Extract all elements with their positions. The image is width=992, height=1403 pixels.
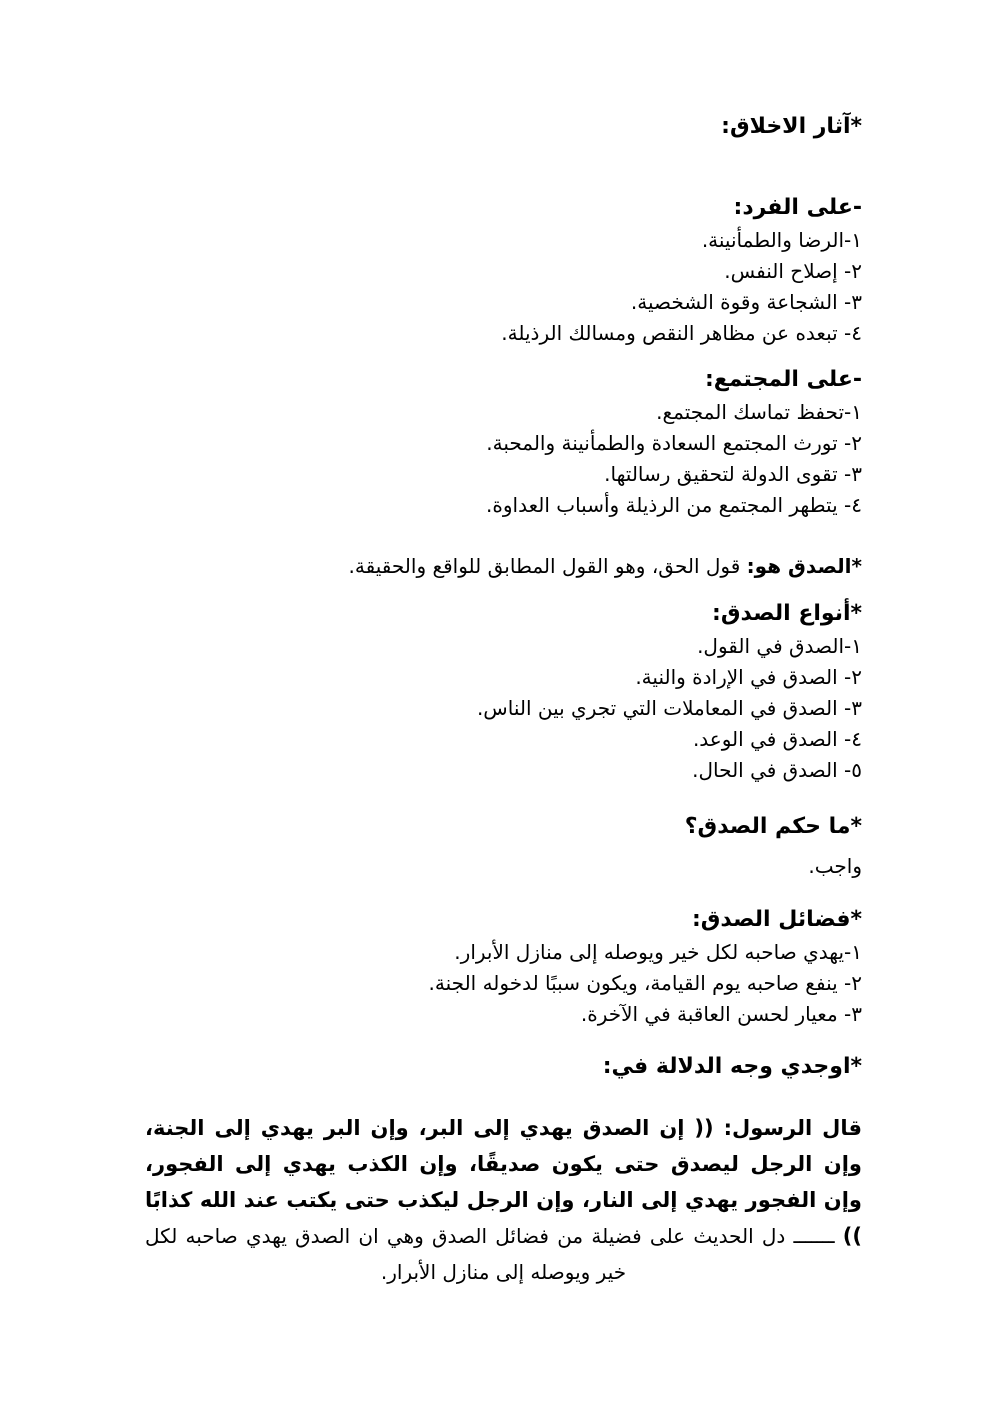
list-item: ٣- تقوى الدولة لتحقيق رسالتها. — [604, 462, 862, 486]
list-item: ٥- الصدق في الحال. — [692, 758, 862, 782]
hadith-explanation: ـــــــ دل الحديث على فضيلة من فضائل الصدق وهي ان الصدق يهدي صاحبه لكل خير ويوصله إلى منازل الأبرار. — [145, 1224, 843, 1284]
list-item: ٢- ينفع صاحبه يوم القيامة، ويكون سببًا لدخوله الجنة. — [428, 971, 862, 995]
list-truthfulness-virtues — [145, 937, 862, 1030]
heading-on-society: -على المجتمع: — [704, 367, 862, 392]
ruling-answer: واجب. — [808, 854, 862, 878]
heading-types-of-truthfulness: *أنواع الصدق: — [712, 601, 862, 626]
heading-find-evidence: *اوجدي وجه الدلالة في: — [602, 1054, 862, 1079]
list-item: ٣- معيار لحسن العاقبة في الآخرة. — [580, 1002, 862, 1026]
list-item: ٤- تبعده عن مظاهر النقص ومسالك الرذيلة. — [501, 321, 862, 345]
heading-on-individual: -على الفرد: — [733, 195, 862, 220]
list-society-effects — [145, 397, 862, 521]
list-item: ١-الرضا والطمأنينة. — [701, 228, 862, 252]
list-item: ١-تحفظ تماسك المجتمع. — [656, 400, 862, 424]
definition-text: قول الحق، وهو القول المطابق للواقع والحقيقة. — [348, 554, 747, 578]
hadith-quote-paragraph — [145, 1110, 862, 1290]
list-individual-effects — [145, 225, 862, 349]
definition-term: *الصدق هو: — [746, 554, 862, 578]
list-truthfulness-types — [145, 631, 862, 786]
list-item: ٤- الصدق في الوعد. — [692, 727, 862, 751]
list-item: ٢- إصلاح النفس. — [724, 259, 862, 283]
list-item: ٣- الصدق في المعاملات التي تجري بين الناس. — [476, 696, 862, 720]
hadith-text: قال الرسول: (( إن الصدق يهدي إلى البر، وإن البر يهدي إلى الجنة، وإن الرجل ليصدق حتى يكون صديقًا، وإن الكذب يهدي إلى الفجور، وإن الفجور يهدي إلى النار، وإن الرجل ليكذب حتى يكتب عند الله كذابًا )) — [145, 1116, 862, 1248]
list-item: ٢- الصدق في الإرادة والنية. — [635, 665, 862, 689]
list-item: ١-يهدي صاحبه لكل خير ويوصله إلى منازل الأبرار. — [454, 940, 862, 964]
heading-virtues-of-truthfulness: *فضائل الصدق: — [691, 907, 862, 932]
definition-truthfulness — [145, 551, 862, 582]
list-item: ٢- تورث المجتمع السعادة والطمأنينة والمحبة. — [486, 431, 862, 455]
list-item: ١-الصدق في القول. — [697, 634, 862, 658]
heading-ruling-question: *ما حكم الصدق؟ — [684, 814, 862, 839]
heading-ethics-effects: *آثار الاخلاق: — [721, 114, 862, 139]
list-item: ٤- يتطهر المجتمع من الرذيلة وأسباب العداوة. — [486, 493, 862, 517]
list-item: ٣- الشجاعة وقوة الشخصية. — [630, 290, 862, 314]
